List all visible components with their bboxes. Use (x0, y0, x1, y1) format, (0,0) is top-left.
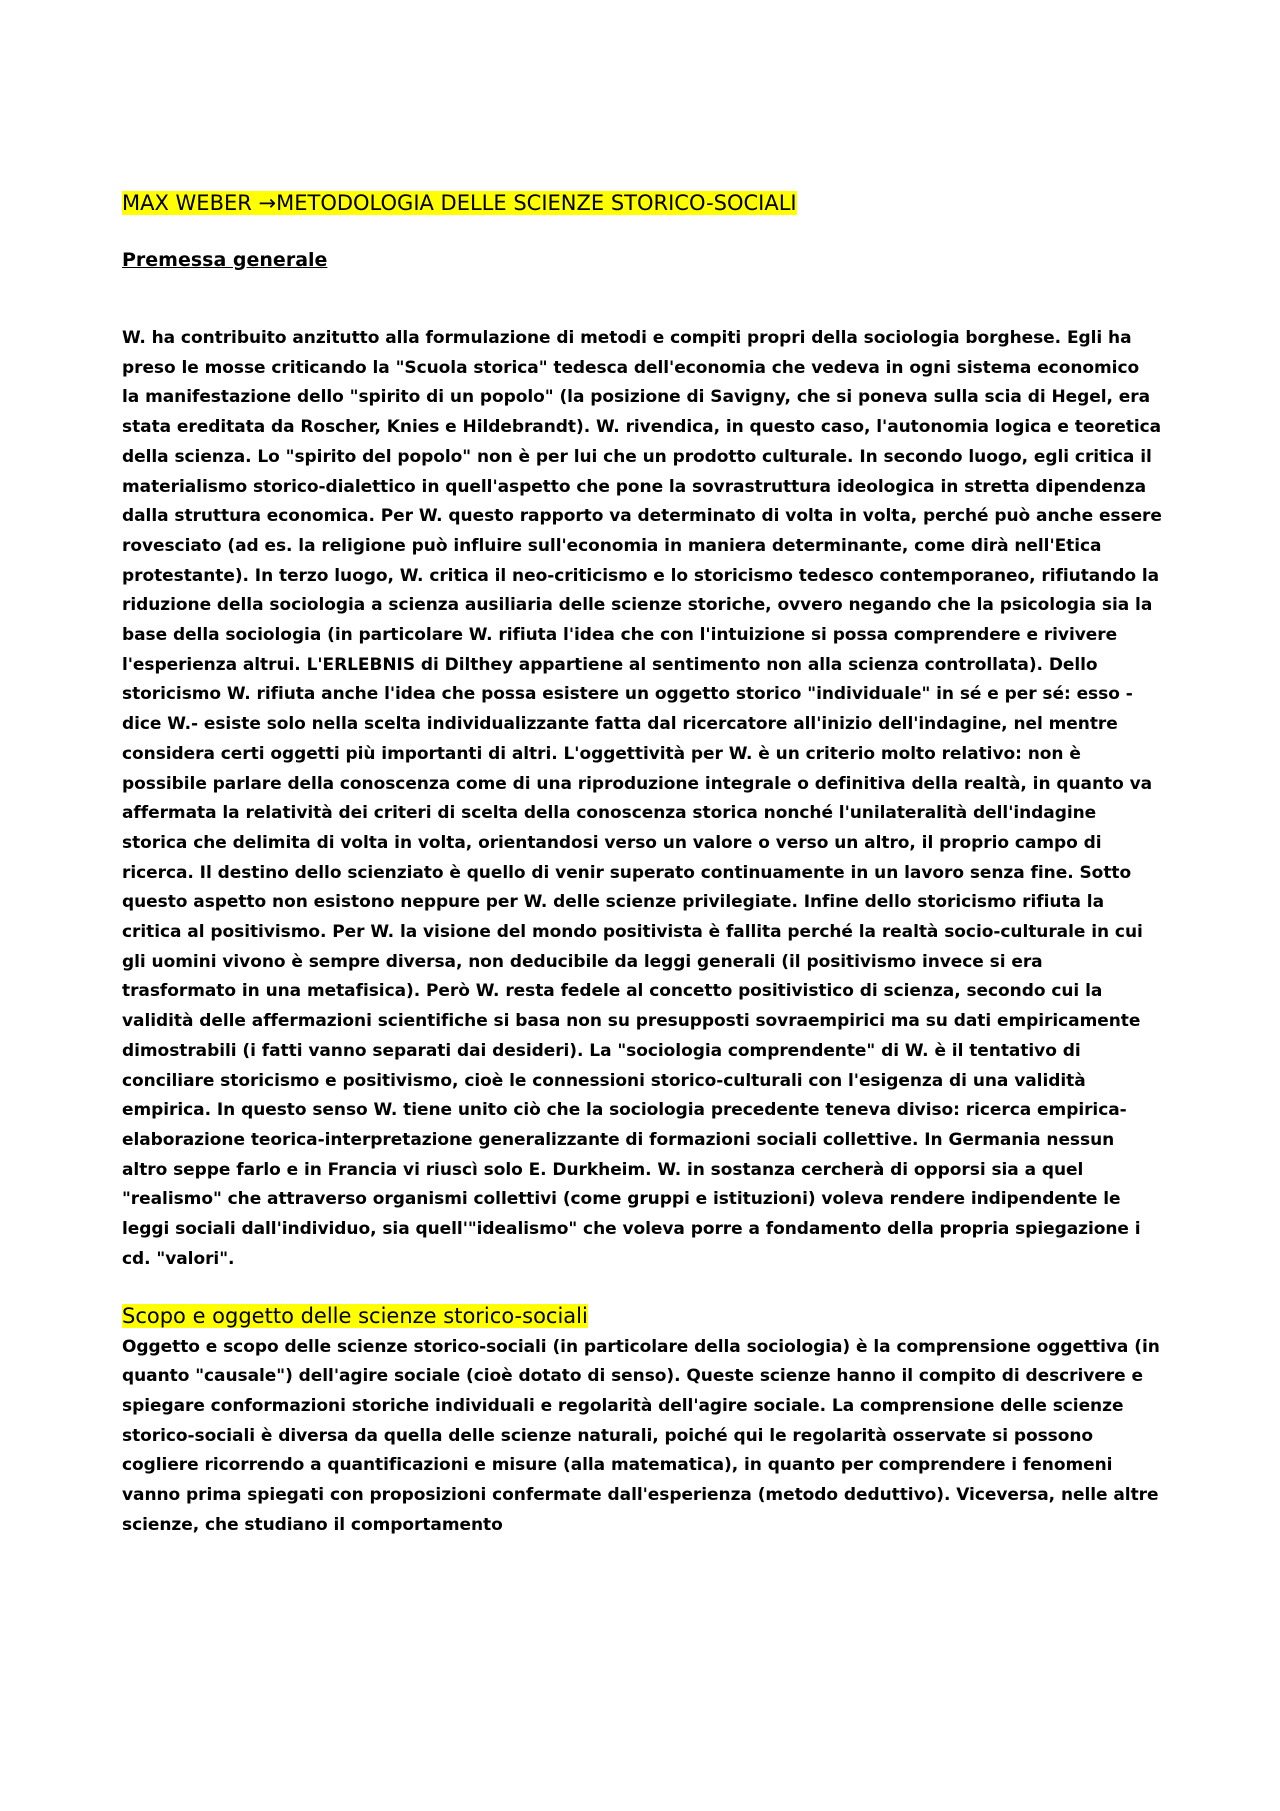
paragraph-scopo: Oggetto e scopo delle scienze storico-sociali (in particolare della sociologia) è la comprensione oggettiva (in quanto "causale") dell'agire sociale (cioè dotato di senso). Queste scienze hanno il compito di descrivere e spiegare conformazioni storiche individuali e regolarità dell'agire sociale. La comprensione delle scienze storico-sociali è diversa da quella delle scienze naturali, poiché qui le regolarità osservate si possono cogliere ricorrendo a quantificazioni e misure (alla matematica), in quanto per comprendere i fenomeni vanno prima spiegati con proposizioni confermate dall'esperienza (metodo deduttivo). Viceversa, nelle altre scienze, che studiano il comportamento (122, 1336, 1160, 1535)
document-title (122, 188, 1162, 218)
section-title-highlight: Scopo e oggetto delle scienze storico-sociali (122, 1303, 588, 1328)
subheading-premessa: Premessa generale (122, 249, 328, 271)
section-title-scopo (122, 1301, 1162, 1331)
title-highlight: MAX WEBER →METODOLOGIA DELLE SCIENZE STORICO-SOCIALI (122, 191, 797, 215)
document-content (122, 188, 1162, 1540)
paragraph-premessa: W. ha contribuito anzitutto alla formulazione di metodi e compiti propri della sociologia borghese. Egli ha preso le mosse criticando la "Scuola storica" tedesca dell'economia che vedeva in ogni sistema economico la manifestazione dello "spirito di un popolo" (la posizione di Savigny, che si poneva sulla scia di Hegel, era stata ereditata da Roscher, Knies e Hildebrandt). W. rivendica, in questo caso, l'autonomia logica e teoretica della scienza. Lo "spirito del popolo" non è per lui che un prodotto culturale. In secondo luogo, egli critica il materialismo storico-dialettico in quell'aspetto che pone la sovrastruttura ideologica in stretta dipendenza dalla struttura economica. Per W. questo rapporto va determinato di volta in volta, perché può anche essere rovesciato (ad es. la religione può influire sull'economia in maniera determinante, come dirà nell'Etica protestante). In terzo luogo, W. critica il neo-criticismo e lo storicismo tedesco contemporaneo, rifiutando la riduzione della sociologia a scienza ausiliaria delle scienze storiche, ovvero negando che la psicologia sia la base della sociologia (in particolare W. rifiuta l'idea che con l'intuizione si possa comprendere e rivivere l'esperienza altrui. L'ERLEBNIS di Dilthey appartiene al sentimento non alla scienza controllata). Dello storicismo W. rifiuta anche l'idea che possa esistere un oggetto storico "individuale" in sé e per sé: esso -dice W.- esiste solo nella scelta individualizzante fatta dal ricercatore all'inizio dell'indagine, nel mentre considera certi oggetti più importanti di altri. L'oggettività per W. è un criterio molto relativo: non è possibile parlare della conoscenza come di una riproduzione integrale o definitiva della realtà, in quanto va affermata la relatività dei criteri di scelta della conoscenza storica nonché l'unilateralità dell'indagine storica che delimita di volta in volta, orientandosi verso un valore o verso un altro, il proprio campo di ricerca. Il destino dello scienziato è quello di venir superato continuamente in un lavoro senza fine. Sotto questo aspetto non esistono neppure per W. delle scienze privilegiate. Infine dello storicismo rifiuta la critica al positivismo. Per W. la visione del mondo positivista è fallita perché la realtà socio-culturale in cui gli uomini vivono è sempre diversa, non deducibile da leggi generali (il positivismo invece si era trasformato in una metafisica). Però W. resta fedele al concetto positivistico di scienza, secondo cui la validità delle affermazioni scientifiche si basa non su presupposti sovraempirici ma su dati empiricamente dimostrabili (i fatti vanno separati dai desideri). La "sociologia comprendente" di W. è il tentativo di conciliare storicismo e positivismo, cioè le connessioni storico-culturali con l'esigenza di una validità empirica. In questo senso W. tiene unito ciò che la sociologia precedente teneva diviso: ricerca empirica-elaborazione teorica-interpretazione generalizzante di formazioni sociali collettive. In Germania nessun altro seppe farlo e in Francia vi riuscì solo E. Durkheim. W. in sostanza cercherà di opporsi sia a quel "realismo" che attraverso organismi collettivi (come gruppi e istituzioni) voleva rendere indipendente le leggi sociali dall'individuo, sia quell'"idealismo" che voleva porre a fondamento della propria spiegazione i cd. "valori". (122, 328, 1162, 1269)
